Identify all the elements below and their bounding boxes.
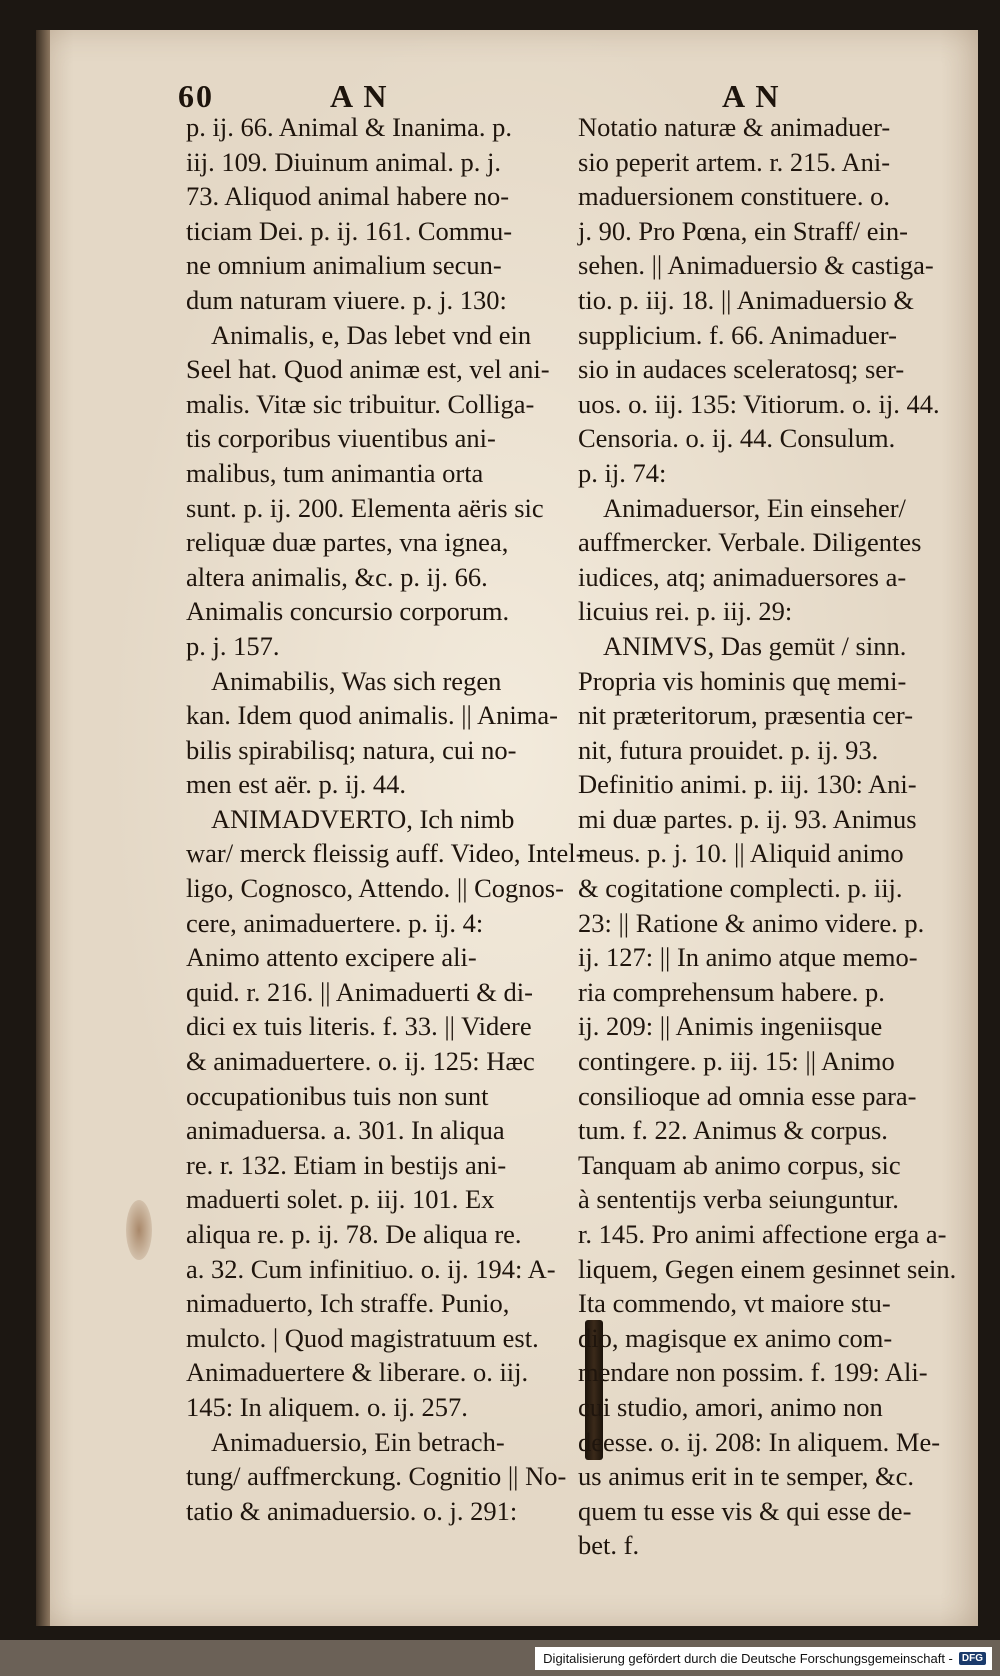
text-line: sio peperit artem. r. 215. Ani- (578, 146, 891, 177)
text-line: à sententijs verba seiunguntur. (578, 1184, 899, 1215)
page-gutter (36, 30, 50, 1626)
text-line: mi duæ partes. p. ij. 93. Animus (578, 803, 917, 834)
text-line: Notatio naturæ & animaduer- (578, 112, 891, 142)
text-line: quem tu esse vis & qui esse de- (578, 1495, 912, 1526)
right-text-column (578, 110, 963, 1563)
text-line: Tanquam ab animo corpus, sic (578, 1149, 901, 1180)
text-line: Censoria. o. ij. 44. Consulum. (578, 423, 896, 454)
text-line: occupationibus tuis non sunt (186, 1080, 489, 1111)
text-line: ij. 209: || Animis ingeniisque (578, 1011, 883, 1042)
text-line: malis. Vitæ sic tribuitur. Colliga- (186, 388, 535, 419)
text-line: cui studio, amori, animo non (578, 1391, 883, 1422)
text-line: malibus, tum animantia orta (186, 457, 484, 488)
text-line: dio, magisque ex animo com- (578, 1322, 893, 1353)
text-line: liquem, Gegen einem gesinnet sein. (578, 1253, 957, 1284)
text-line: sehen. || Animaduersio & castiga- (578, 250, 934, 281)
text-line: Definitio animi. p. iij. 130: Ani- (578, 769, 917, 800)
text-line: men est aër. p. ij. 44. (186, 769, 407, 800)
text-line: Animalis concursio corporum. (186, 596, 510, 627)
text-line: a. 32. Cum infinitiuo. o. ij. 194: A- (186, 1253, 556, 1284)
text-line: auffmercker. Verbale. Diligentes (578, 527, 922, 558)
text-line: bet. f. (578, 1530, 640, 1561)
text-line: ne omnium animalium secun- (186, 250, 502, 281)
running-head-right: A N (722, 78, 781, 114)
text-line: licuius rei. p. iij. 29: (578, 596, 793, 627)
text-line: quid. r. 216. || Animaduerti & di- (186, 976, 533, 1007)
text-line: tio. p. iij. 18. || Animaduersio & (578, 284, 914, 315)
text-line: altera animalis, &c. p. ij. 66. (186, 561, 488, 592)
text-line: p. ij. 66. Animal & Inanima. p. (186, 112, 513, 142)
text-line: cere, animaduertere. p. ij. 4: (186, 907, 484, 938)
text-line: us animus erit in te semper, &c. (578, 1461, 914, 1492)
text-line: 23: || Ratione & animo videre. p. (578, 907, 925, 938)
text-line: aliqua re. p. ij. 78. De aliqua re. (186, 1219, 522, 1249)
text-line: Animaduersio, Ein betrach- (186, 1426, 505, 1457)
text-line: Animalis, e, Das lebet vnd ein (186, 319, 532, 350)
page-number: 60 (178, 78, 214, 114)
text-line: tung/ auffmerckung. Cognitio || No- (186, 1461, 567, 1492)
text-line: nit, futura prouidet. p. ij. 93. (578, 734, 879, 765)
text-line: ticiam Dei. p. ij. 161. Commu- (186, 215, 513, 246)
text-line: dum naturam viuere. p. j. 130: (186, 284, 507, 315)
text-line: ria comprehensum habere. p. (578, 976, 885, 1007)
text-line: ij. 127: || In animo atque memo- (578, 942, 918, 973)
text-line: 73. Aliquod animal habere no- (186, 181, 510, 212)
text-line: iudices, atq; animaduersores a- (578, 561, 907, 592)
text-line: ANIMADVERTO, Ich nimb (186, 803, 515, 834)
text-line: sunt. p. ij. 200. Elementa aëris sic (186, 492, 544, 523)
text-line: r. 145. Pro animi affectione erga a- (578, 1219, 947, 1249)
credit-text: Digitalisierung gefördert durch die Deutsche Forschungsgemeinschaft - (543, 1651, 953, 1666)
running-head-left: A N (330, 78, 389, 114)
text-line: deesse. o. ij. 208: In aliquem. Me- (578, 1426, 941, 1457)
text-line: ligo, Cognosco, Attendo. || Cognos- (186, 873, 564, 904)
text-line: animaduersa. a. 301. In aliqua (186, 1115, 505, 1146)
text-line: sio in audaces sceleratosq; ser- (578, 354, 905, 385)
left-text-column (186, 110, 585, 1528)
text-line: nit præteritorum, præsentia cer- (578, 700, 914, 731)
text-line: dici ex tuis literis. f. 33. || Videre (186, 1011, 532, 1042)
text-line: bilis spirabilisq; natura, cui no- (186, 734, 517, 765)
text-line: iij. 109. Diuinum animal. p. j. (186, 146, 502, 177)
text-line: mendare non possim. f. 199: Ali- (578, 1357, 928, 1388)
text-line: war/ merck fleissig auff. Video, Intel- (186, 838, 585, 869)
digitization-credit (535, 1647, 992, 1670)
text-line: p. j. 157. (186, 630, 280, 661)
text-line: nimaduerto, Ich straffe. Punio, (186, 1288, 510, 1319)
text-line: meus. p. j. 10. || Aliquid animo (578, 838, 904, 869)
text-line: Animaduertere & liberare. o. iij. (186, 1357, 529, 1388)
text-line: maduersionem constituere. o. (578, 181, 891, 212)
text-line: tis corporibus viuentibus ani- (186, 423, 496, 454)
text-line: contingere. p. iij. 15: || Animo (578, 1046, 895, 1077)
text-line: uos. o. iij. 135: Vitiorum. o. ij. 44. (578, 388, 940, 419)
text-line: reliquæ duæ partes, vna ignea, (186, 527, 509, 558)
text-line: Animaduersor, Ein einseher/ (578, 492, 906, 523)
text-line: consilioque ad omnia esse para- (578, 1080, 917, 1111)
text-line: Animo attento excipere ali- (186, 942, 477, 973)
text-line: supplicium. f. 66. Animaduer- (578, 319, 897, 350)
text-line: j. 90. Pro Pœna, ein Straff/ ein- (578, 215, 908, 246)
text-line: & cogitatione complecti. p. iij. (578, 873, 903, 904)
text-line: Propria vis hominis quę memi- (578, 665, 907, 696)
text-line: re. r. 132. Etiam in bestijs ani- (186, 1149, 507, 1180)
text-line: ANIMVS, Das gemüt / sinn. (578, 630, 907, 661)
text-line: Ita commendo, vt maiore stu- (578, 1288, 891, 1319)
text-line: Seel hat. Quod animæ est, vel ani- (186, 354, 550, 385)
text-line: maduerti solet. p. iij. 101. Ex (186, 1184, 495, 1215)
page-stain (126, 1200, 152, 1260)
text-line: Animabilis, Was sich regen (186, 665, 502, 696)
text-line: mulcto. | Quod magistratuum est. (186, 1322, 539, 1353)
dfg-logo-icon: DFG (959, 1652, 986, 1665)
text-line: & animaduertere. o. ij. 125: Hæc (186, 1046, 535, 1077)
text-line: kan. Idem quod animalis. || Anima- (186, 700, 558, 731)
text-line: tum. f. 22. Animus & corpus. (578, 1115, 888, 1146)
text-line: p. ij. 74: (578, 457, 667, 488)
text-line: 145: In aliquem. o. ij. 257. (186, 1391, 468, 1422)
text-line: tatio & animaduersio. o. j. 291: (186, 1495, 518, 1526)
